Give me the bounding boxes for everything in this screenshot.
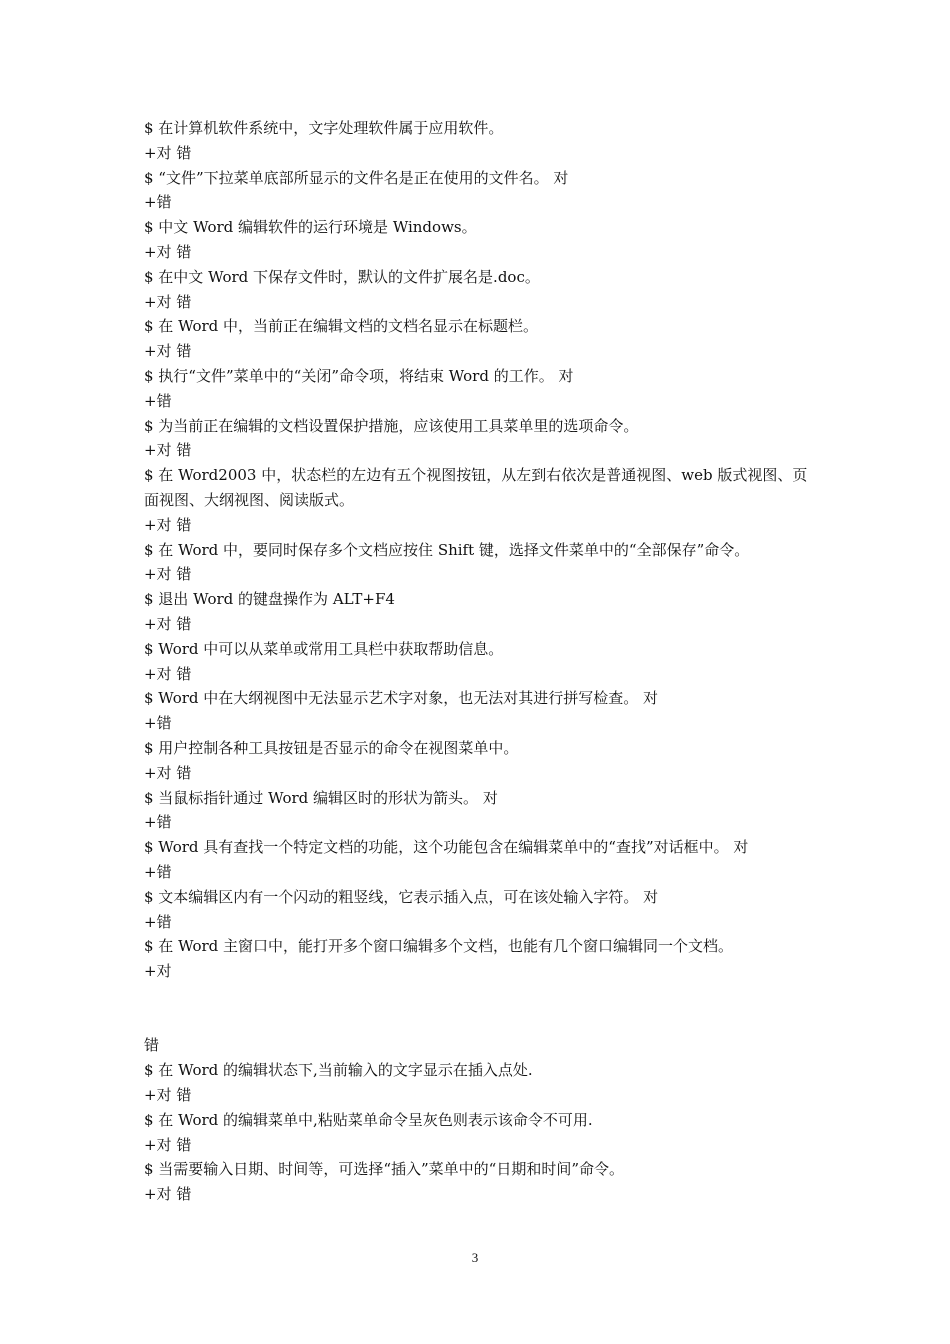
text-line: +对 错 (144, 242, 192, 261)
blank-space (144, 984, 816, 1034)
text-line: +对 错 (144, 143, 192, 162)
text-line: $ 在 Word 主窗口中，能打开多个窗口编辑多个文档，也能有几个窗口编辑同一个文档。 (144, 937, 734, 956)
document-body (144, 116, 816, 1207)
text-line: +对 错 (144, 664, 192, 683)
text-line: +对 错 (144, 565, 192, 584)
text-line: +对 错 (144, 1086, 192, 1105)
text-line: +错 (144, 193, 172, 212)
text-line: $ 在计算机软件系统中，文字处理软件属于应用软件。 (144, 119, 504, 137)
text-line: $ 中文 Word 编辑软件的运行环境是 Windows。 (144, 218, 477, 237)
text-line: +错 (144, 862, 172, 881)
text-line: +对 错 (144, 515, 192, 534)
text-line: $ Word 中在大纲视图中无法显示艺术字对象，也无法对其进行拼写检查。 对 (144, 689, 659, 708)
text-line: +对 (144, 962, 172, 981)
text-line: $ 文本编辑区内有一个闪动的粗竖线，它表示插入点，可在该处输入字符。 对 (144, 887, 659, 906)
text-line: +对 错 (144, 1135, 192, 1154)
text-line: +对 错 (144, 763, 192, 782)
text-line: +错 (144, 912, 172, 931)
text-line: +对 错 (144, 441, 192, 460)
text-line: $ 当鼠标指针通过 Word 编辑区时的形状为箭头。 对 (144, 788, 498, 807)
text-line: $ 用户控制各种工具按钮是否显示的命令在视图菜单中。 (144, 738, 519, 757)
text-line: $ 在 Word 的编辑菜单中,粘贴菜单命令呈灰色则表示该命令不可用. (144, 1110, 593, 1129)
text-line: +错 (144, 813, 172, 832)
text-line: $ Word 具有查找一个特定文档的功能，这个功能包含在编辑菜单中的“查找”对话框中。 对 (144, 838, 749, 857)
text-line: $ 为当前正在编辑的文档设置保护措施，应该使用工具菜单里的选项命令。 (144, 416, 639, 435)
text-line: $ 在 Word 中，要同时保存多个文档应按住 Shift 键，选择文件菜单中的“全部保存”命令。 (144, 540, 750, 559)
text-line: $ 在 Word2003 中，状态栏的左边有五个视图按钮，从左到右依次是普通视图、web 版式视图、页面视图、大纲视图、阅读版式。 (144, 466, 808, 509)
text-line: $ Word 中可以从菜单或常用工具栏中获取帮助信息。 (144, 639, 504, 658)
text-line: +对 错 (144, 292, 192, 311)
page-number: 3 (471, 1250, 479, 1265)
text-line: $ “文件”下拉菜单底部所显示的文件名是正在使用的文件名。 对 (144, 168, 569, 187)
text-line: $ 在中文 Word 下保存文件时，默认的文件扩展名是.doc。 (144, 267, 540, 286)
text-line: $ 退出 Word 的键盘操作为 ALT+F4 (144, 590, 395, 609)
text-line: +对 错 (144, 342, 192, 361)
text-line: +对 错 (144, 614, 192, 633)
text-line: +错 (144, 391, 172, 410)
text-line: +错 (144, 714, 172, 733)
text-line: $ 在 Word 的编辑状态下,当前输入的文字显示在插入点处. (144, 1061, 533, 1080)
text-line: +对 错 (144, 1185, 192, 1204)
text-line: $ 在 Word 中，当前正在编辑文档的文档名显示在标题栏。 (144, 317, 539, 336)
text-line: 错 (144, 1036, 160, 1055)
text-line: $ 当需要输入日期、时间等，可选择“插入”菜单中的“日期和时间”命令。 (144, 1160, 624, 1179)
text-line: $ 执行“文件”菜单中的“关闭”命令项，将结束 Word 的工作。 对 (144, 366, 574, 385)
